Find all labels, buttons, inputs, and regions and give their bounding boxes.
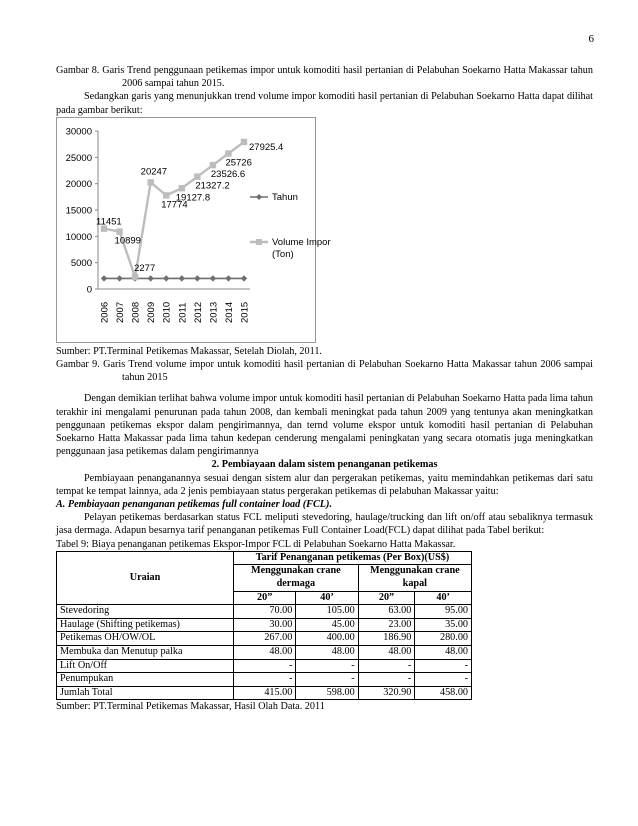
row-label: Stevedoring — [57, 605, 234, 619]
row-value: 267.00 — [234, 632, 296, 646]
paragraph-pembiayaan: Pembiayaan penanganannya sesuai dengan sistem alur dan pergerakan petikemas, yaitu memindahkan petikemas dari satu tempat ke tempat lainnya, ada 2 jenis pembiayaan status pergerakan petikemas di pelabuhan Makassar yaitu: — [56, 472, 593, 497]
series-marker — [225, 150, 231, 156]
page-number: 6 — [588, 33, 594, 45]
row-value: 105.00 — [296, 605, 358, 619]
heading-pembiayaan: 2. Pembiayaan dalam sistem penanganan petikemas — [211, 459, 438, 471]
row-value: 23.00 — [358, 618, 415, 632]
row-value: - — [415, 673, 472, 687]
series-marker — [116, 275, 122, 281]
series-marker — [225, 275, 231, 281]
header-tarif: Tarif Penanganan petikemas (Per Box)(US$) — [234, 551, 472, 565]
row-label: Lift On/Off — [57, 659, 234, 673]
row-value: - — [358, 659, 415, 673]
row-label: Penumpukan — [57, 673, 234, 687]
x-tick-label: 2010 — [161, 301, 173, 323]
row-value: 320.90 — [358, 686, 415, 700]
row-label: Haulage (Shifting petikemas) — [57, 618, 234, 632]
x-tick-label: 2006 — [99, 301, 111, 323]
header-kapal-40: 40’ — [415, 591, 472, 605]
row-value: 186.90 — [358, 632, 415, 646]
x-tick-label: 2011 — [177, 302, 189, 323]
legend-label: Volume Impor — [272, 236, 331, 248]
table-row — [57, 605, 472, 619]
x-tick-label: 2008 — [130, 301, 142, 323]
data-label: 25726 — [225, 157, 252, 169]
row-value: 598.00 — [296, 686, 358, 700]
series-marker — [210, 275, 216, 281]
series-marker — [241, 275, 247, 281]
row-value: 280.00 — [415, 632, 472, 646]
source-2: Sumber: PT.Terminal Petikemas Makassar, Hasil Olah Data. 2011 — [56, 701, 325, 713]
table-row — [57, 618, 472, 632]
row-value: - — [234, 659, 296, 673]
series-marker — [132, 274, 138, 280]
data-label: 2277 — [134, 262, 156, 274]
data-label: 20247 — [140, 166, 168, 178]
row-value: 63.00 — [358, 605, 415, 619]
table-row — [57, 686, 472, 700]
row-value: 30.00 — [234, 618, 296, 632]
data-label: 23526.6 — [210, 168, 246, 180]
x-tick-label: 2007 — [115, 301, 127, 323]
y-tick-label: 10000 — [65, 231, 92, 243]
x-tick-label: 2009 — [146, 301, 158, 323]
row-value: 48.00 — [296, 646, 358, 660]
series-marker — [147, 179, 153, 185]
y-tick-label: 5000 — [70, 257, 92, 269]
y-tick-label: 30000 — [65, 126, 92, 138]
row-label: Membuka dan Menutup palka — [57, 646, 234, 660]
header-crane-dermaga: Menggunakan crane dermaga — [234, 565, 359, 591]
table-row — [57, 632, 472, 646]
row-value: - — [358, 673, 415, 687]
source-1: Sumber: PT.Terminal Petikemas Makassar, Setelah Diolah, 2011. — [56, 345, 322, 357]
y-tick-label: 0 — [86, 284, 92, 296]
x-tick-label: 2012 — [192, 301, 204, 323]
row-label: Petikemas OH/OW/OL — [57, 632, 234, 646]
page-content — [56, 64, 593, 714]
row-value: - — [296, 659, 358, 673]
row-value: - — [415, 659, 472, 673]
row-value: - — [296, 673, 358, 687]
table-caption: Tabel 9: Biaya penanganan petikemas Ekspor-Impor FCL di Pelabuhan Soekarno Hatta Makassar. — [56, 538, 456, 550]
x-tick-label: 2014 — [223, 301, 235, 323]
header-dermaga-40: 40’ — [296, 591, 358, 605]
chart-svg — [56, 117, 331, 343]
header-kapal-20: 20” — [358, 591, 415, 605]
figure-9-caption: Gambar 9. Garis Trend volume impor untuk komoditi hasil pertanian di Pelabuhan Soekarno Hatta Makassar tahun 2006 sampai tahun 2015 — [56, 359, 593, 384]
intro-paragraph: Sedangkan garis yang menunjukkan trend volume impor komoditi hasil pertanian di Pelabuhan Soekarno Hatta dapat dilihat pada gambar berikut: — [56, 91, 593, 116]
data-label: 17774 — [161, 199, 188, 211]
series-marker — [179, 185, 185, 191]
series-marker — [241, 139, 247, 145]
series-marker — [147, 275, 153, 281]
data-label: 19127.8 — [175, 192, 211, 204]
row-value: 35.00 — [415, 618, 472, 632]
table-row — [57, 673, 472, 687]
paragraph-fcl: Pelayan petikemas berdasarkan status FCL meliputi stevedoring, haulage/trucking dan lift on/off atau sebaliknya termasuk jasa dermaga. Adapun besarnya tarif penanganan petikemas Full Container Load(FCL) dapat dilihat pada Tabel berikut: — [56, 512, 593, 537]
series-marker — [194, 275, 200, 281]
header-crane-kapal: Menggunakan crane kapal — [358, 565, 471, 591]
table-row — [57, 646, 472, 660]
table-row — [57, 659, 472, 673]
legend-label: Tahun — [272, 191, 298, 203]
x-tick-label: 2013 — [208, 301, 220, 323]
series-marker — [194, 173, 200, 179]
series-marker — [116, 228, 122, 234]
header-dermaga-20: 20” — [234, 591, 296, 605]
row-value: 48.00 — [234, 646, 296, 660]
row-value: 48.00 — [415, 646, 472, 660]
paragraph-demikian: Dengan demikian terlihat bahwa volume impor untuk komoditi hasil pertanian di Pelabuhan Soekarno Hatta pada lima tahun terakhir ini mengalami penurunan pada tahun 2008, dan kembali meningkat pada tahun 2009 yang tentunya akan meningkatkan penggunaan petikemas ekspor dalam pengirimannya, dan ternd volume ekspor untuk komoditi hasil pertanian di Pelabuhan Soekarno Hatta Makassar pada lima tahun kedepan cenderung mengalami peningkatan yang secara otomatis juga meningkatkan penggunaan jasa petikemas dalam pengirimannya — [56, 393, 593, 458]
header-uraian: Uraian — [57, 551, 234, 604]
row-value: 95.00 — [415, 605, 472, 619]
row-value: 45.00 — [296, 618, 358, 632]
row-value: 415.00 — [234, 686, 296, 700]
row-label: Jumlah Total — [57, 686, 234, 700]
legend-marker — [256, 194, 262, 200]
data-label: 10899 — [114, 235, 141, 247]
volume-impor-chart — [56, 117, 331, 343]
data-label: 21327.2 — [195, 180, 230, 192]
x-tick-label: 2015 — [239, 301, 251, 323]
series-marker — [163, 192, 169, 198]
data-label: 27925.4 — [249, 141, 284, 153]
y-tick-label: 15000 — [65, 205, 92, 217]
series-marker — [210, 162, 216, 168]
data-label: 11451 — [96, 216, 122, 228]
row-value: - — [234, 673, 296, 687]
row-value: 48.00 — [358, 646, 415, 660]
y-tick-label: 25000 — [65, 152, 92, 164]
series-marker — [179, 275, 185, 281]
y-tick-label: 20000 — [65, 178, 92, 190]
subheading-fcl: A. Pembiayaan penanganan petikemas full container load (FCL). — [56, 499, 332, 511]
series-marker — [101, 275, 107, 281]
legend-label: (Ton) — [272, 248, 294, 260]
figure-8-caption: Gambar 8. Garis Trend penggunaan petikemas impor untuk komoditi hasil pertanian di Pelabuhan Soekarno Hatta Makassar tahun 2006 sampai tahun 2015. — [56, 65, 593, 90]
legend-marker — [256, 239, 262, 245]
series-marker — [163, 275, 169, 281]
row-value: 458.00 — [415, 686, 472, 700]
row-value: 70.00 — [234, 605, 296, 619]
fcl-tariff-table — [56, 551, 472, 701]
row-value: 400.00 — [296, 632, 358, 646]
